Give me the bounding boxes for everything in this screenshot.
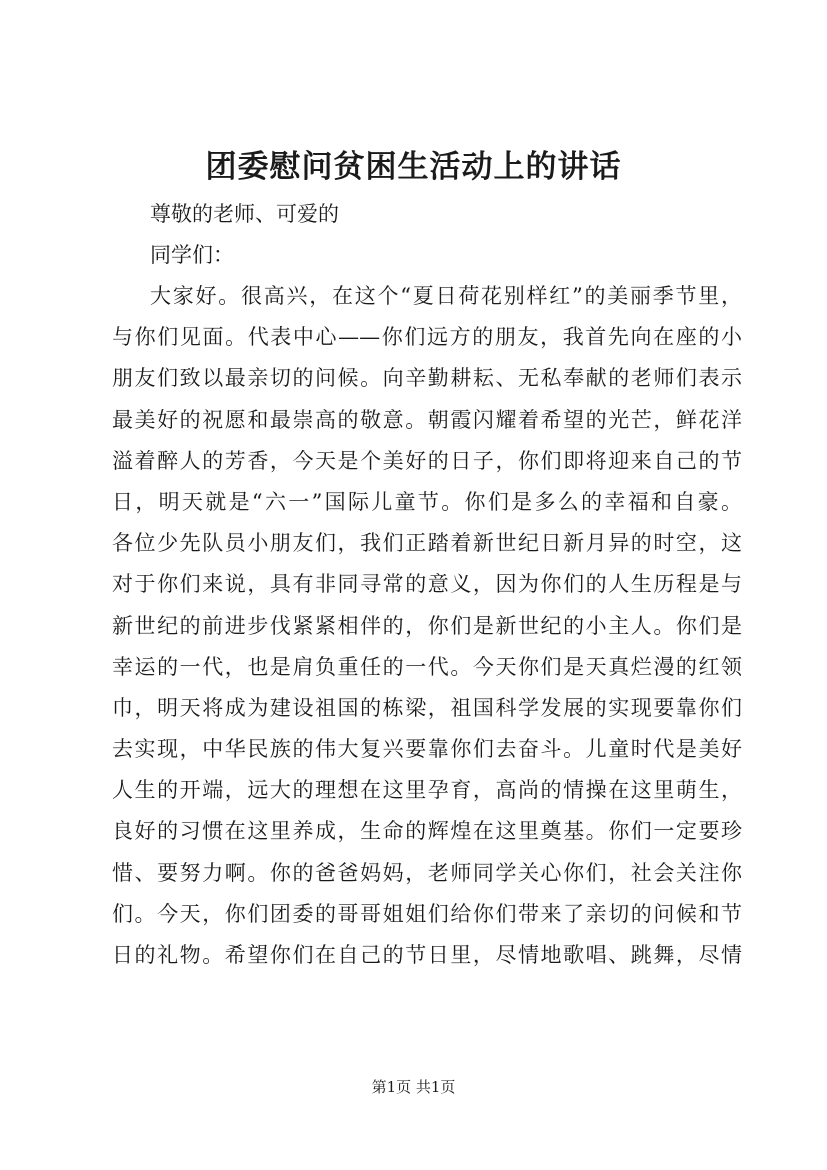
body-line: 最美好的祝愿和最崇高的敬意。朝霞闪耀着希望的光芒，鲜花洋: [112, 407, 742, 432]
body-line: 幸运的一代，也是肩负重任的一代。今天你们是天真烂漫的红领: [112, 654, 742, 679]
body-line: 们。今天，你们团委的哥哥姐姐们给你们带来了亲切的问候和节: [112, 901, 742, 926]
salutation-line-2: 同学们：: [150, 243, 234, 267]
salutation-line-1: 尊敬的老师、可爱的: [150, 202, 339, 226]
body-line: 溢着醉人的芳香，今天是个美好的日子，你们即将迎来自己的节: [112, 448, 742, 473]
body-line: 新世纪的前进步伐紧紧相伴的，你们是新世纪的小主人。你们是: [112, 613, 742, 638]
body-line: 去实现，中华民族的伟大复兴要靠你们去奋斗。儿童时代是美好: [112, 737, 742, 762]
body-line: 与你们见面。代表中心——你们远方的朋友，我首先向在座的小: [112, 325, 742, 350]
body-line: 大家好。很高兴，在这个“夏日荷花别样红”的美丽季节里，: [150, 284, 742, 308]
body-line: 日，明天就是“六一”国际儿童节。你们是多么的幸福和自豪。: [112, 489, 742, 514]
page-footer: 第1页 共1页: [371, 1078, 456, 1096]
body-line: 对于你们来说，具有非同寻常的意义，因为你们的人生历程是与: [112, 572, 742, 597]
document-title: 团委慰问贫困生活动上的讲话: [205, 149, 622, 185]
body-line: 朋友们致以最亲切的问候。向辛勤耕耘、无私奉献的老师们表示: [112, 366, 742, 391]
body-line: 良好的习惯在这里养成，生命的辉煌在这里奠基。你们一定要珍: [112, 819, 742, 844]
body-line: 惜、要努力啊。你的爸爸妈妈，老师同学关心你们，社会关注你: [112, 860, 742, 885]
body-line: 各位少先队员小朋友们，我们正踏着新世纪日新月异的时空，这: [112, 531, 742, 556]
speech-body: [112, 276, 742, 976]
body-line: 日的礼物。希望你们在自己的节日里，尽情地歌唱、跳舞，尽情: [112, 943, 742, 967]
body-line: 巾，明天将成为建设祖国的栋梁，祖国科学发展的实现要靠你们: [112, 695, 742, 720]
body-line: 人生的开端，远大的理想在这里孕育，高尚的情操在这里萌生，: [112, 778, 742, 803]
